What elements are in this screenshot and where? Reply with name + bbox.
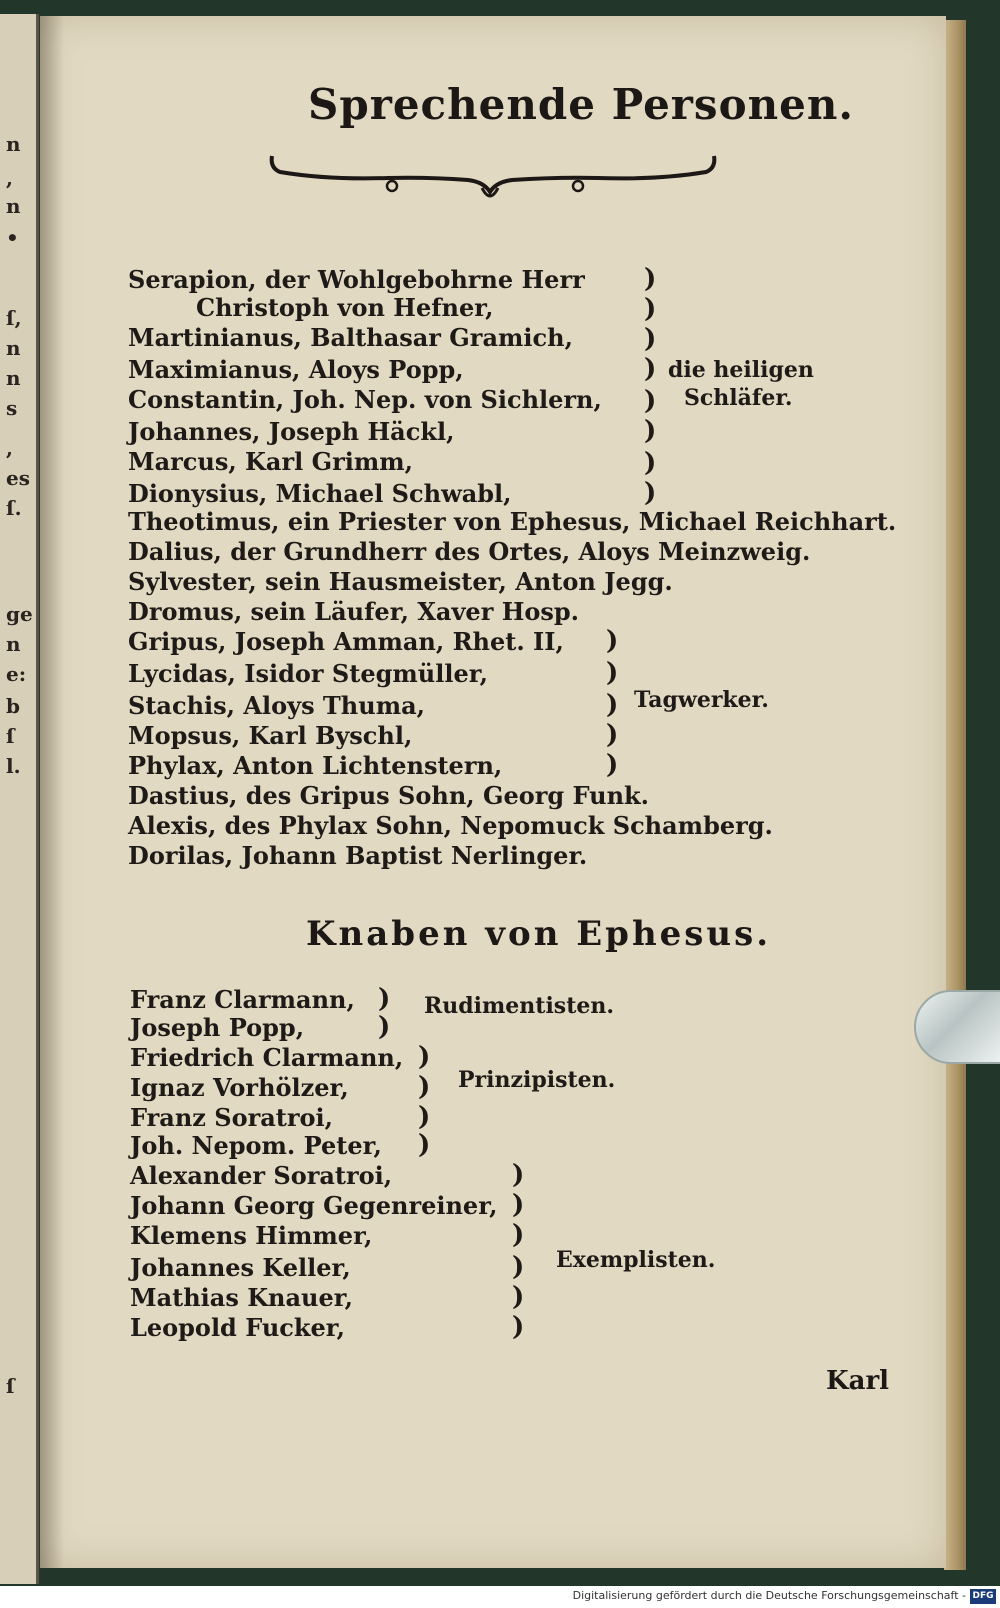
group-label-sleepers: die heiligen [668,357,814,383]
facing-page-fragment: e: [6,662,27,686]
boy-entry: Franz Soratroi, [130,1103,333,1132]
cast-entry: Theotimus, ein Priester von Ephesus, Michael Reichhart. [128,507,897,536]
bracket: ) [644,416,657,446]
cast-entry: Phylax, Anton Lichtenstern, [128,751,503,780]
facing-page-fragment: n [6,366,21,390]
boy-entry: Joh. Nepom. Peter, [130,1131,382,1160]
facing-page-edge [0,14,39,1584]
facing-page-fragment: • [6,226,19,250]
bracket: ) [512,1312,525,1342]
cast-entry: Mopsus, Karl Byschl, [128,721,413,750]
bracket: ) [644,386,657,416]
catchword: Karl [826,1366,890,1396]
cast-entry: Lycidas, Isidor Stegmüller, [128,659,488,688]
facing-page-fragment: b [6,694,20,718]
facing-page-fragment: n [6,336,21,360]
bracket: ) [418,1072,431,1102]
boy-entry: Klemens Himmer, [130,1221,373,1250]
footer-bar [0,1586,1000,1608]
group-label-workers: Tagwerker. [634,687,769,713]
boy-entry: Alexander Soratroi, [130,1161,393,1190]
dfg-logo: DFG [970,1589,996,1604]
bracket: ) [644,478,657,508]
cast-entry: Maximianus, Aloys Popp, [128,355,464,384]
facing-page-fragment: ſ [6,724,15,748]
bracket: ) [644,294,657,324]
facing-page-fragment: , [6,166,13,190]
group-label-exemplisten: Exemplisten. [556,1247,716,1273]
bracket: ) [606,690,619,720]
boy-entry: Joseph Popp, [130,1013,305,1042]
footer-credit: Digitalisierung gefördert durch die Deutsche Forschungsgemeinschaft - [572,1589,966,1602]
page-stack-edge [944,20,966,1570]
bracket: ) [418,1130,431,1160]
bracket: ) [644,448,657,478]
facing-page-fragment: ſ. [6,496,22,520]
bracket: ) [512,1190,525,1220]
cast-entry: Christoph von Hefner, [196,293,494,322]
boy-entry: Ignaz Vorhölzer, [130,1073,349,1102]
bracket: ) [606,750,619,780]
facing-page-fragment: , [6,436,13,460]
boy-entry: Leopold Fucker, [130,1313,346,1342]
group-label-rudimentisten: Rudimentisten. [424,993,615,1019]
facing-page-fragment: s [6,396,18,420]
bracket: ) [644,264,657,294]
facing-page-fragment: ſ [6,1374,15,1398]
bracket: ) [606,658,619,688]
bracket: ) [418,1102,431,1132]
group-label-prinzipisten: Prinzipisten. [458,1067,616,1093]
cast-entry: Marcus, Karl Grimm, [128,447,413,476]
section-heading: Knaben von Ephesus. [306,914,772,954]
bracket: ) [378,1012,391,1042]
boy-entry: Friedrich Clarmann, [130,1043,404,1072]
bracket: ) [512,1160,525,1190]
bracket: ) [644,354,657,384]
facing-page-fragment: ge [6,602,33,626]
cast-entry: Dionysius, Michael Schwabl, [128,479,512,508]
facing-page-fragment: l. [6,754,21,778]
cast-entry: Gripus, Joseph Amman, Rhet. II, [128,627,564,656]
cast-entry: Alexis, des Phylax Sohn, Nepomuck Schamberg. [128,811,773,840]
facing-page-fragment: n [6,632,21,656]
page-clip [914,990,1000,1064]
cast-entry: Martinianus, Balthasar Gramich, [128,323,573,352]
bracket: ) [606,720,619,750]
cast-entry: Constantin, Joh. Nep. von Sichlern, [128,385,602,414]
bracket: ) [512,1252,525,1282]
cast-entry: Johannes, Joseph Häckl, [128,417,455,446]
group-label-sleepers: Schläfer. [684,385,793,411]
boy-entry: Johannes Keller, [130,1253,351,1282]
bracket: ) [644,324,657,354]
cast-entry: Stachis, Aloys Thuma, [128,691,425,720]
ornament-divider [268,150,718,206]
boy-entry: Mathias Knauer, [130,1283,354,1312]
bracket: ) [606,626,619,656]
cast-entry: Sylvester, sein Hausmeister, Anton Jegg. [128,567,673,596]
cast-entry: Dastius, des Gripus Sohn, Georg Funk. [128,781,650,810]
facing-page-fragment: ſ, [6,306,22,330]
cast-entry: Dalius, der Grundherr des Ortes, Aloys Meinzweig. [128,537,811,566]
page-title: Sprechende Personen. [308,80,855,129]
cast-entry: Dromus, sein Läufer, Xaver Hosp. [128,597,580,626]
boy-entry: Franz Clarmann, [130,985,355,1014]
boy-entry: Johann Georg Gegenreiner, [130,1191,498,1220]
facing-page-fragment: n [6,132,21,156]
bracket: ) [512,1282,525,1312]
gutter-shadow [40,16,64,1568]
facing-page-fragment: n [6,194,21,218]
cast-entry: Dorilas, Johann Baptist Nerlinger. [128,841,588,870]
cast-entry: Serapion, der Wohlgebohrne Herr [128,265,585,294]
facing-page-fragment: es [6,466,30,490]
bracket: ) [512,1220,525,1250]
bracket: ) [418,1042,431,1072]
bracket: ) [378,984,391,1014]
